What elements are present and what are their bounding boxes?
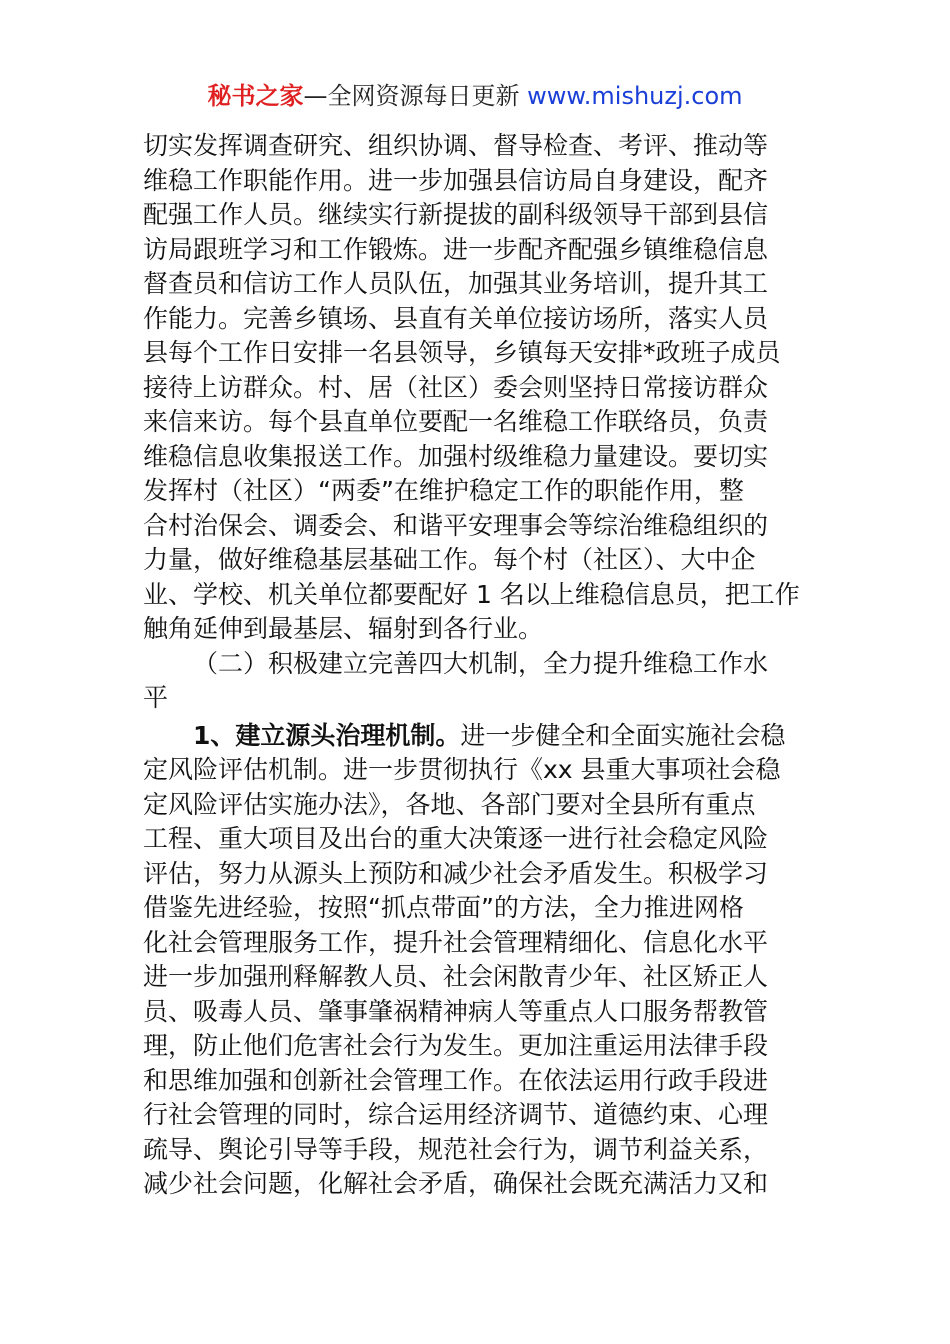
document-body <box>143 129 808 1202</box>
text-line: 接待上访群众。村、居（社区）委会则坚持日常接访群众 <box>143 372 769 402</box>
text-line: 来信来访。每个县直单位要配一名维稳工作联络员，负责 <box>143 407 769 436</box>
site-tagline: —全网资源每日更新 <box>303 82 528 110</box>
text-line: 理，防止他们危害社会行为发生。更加注重运用法律手段 <box>143 1031 769 1060</box>
text-line: 维稳信息收集报送工作。加强村级维稳力量建设。要切实 <box>143 441 769 471</box>
text-line: 配强工作人员。继续实行新提拔的副科级领导干部到县信 <box>143 200 769 229</box>
text-line: 力量，做好维稳基层基础工作。每个村（社区）、大中企 <box>143 545 756 574</box>
text-line: 员、吸毒人员、肇事肇祸精神病人等重点人口服务帮教管 <box>143 996 769 1026</box>
text-line: 和思维加强和创新社会管理工作。在依法运用行政手段进 <box>143 1065 769 1095</box>
text-line: 合村治保会、调委会、和谐平安理事会等综治维稳组织的 <box>143 510 769 540</box>
site-url-link[interactable]: www.mishuzj.com <box>527 82 743 110</box>
site-brand: 秘书之家 <box>207 82 304 110</box>
text-line: 维稳工作职能作用。进一步加强县信访局自身建设，配齐 <box>143 165 769 195</box>
text-line: 进一步加强刑释解教人员、社会闲散青少年、社区矫正人 <box>143 962 769 991</box>
text-line: 疏导、舆论引导等手段，规范社会行为，调节利益关系， <box>143 1134 769 1164</box>
text-line: 工程、重大项目及出台的重大决策逐一进行社会稳定风险 <box>143 824 769 853</box>
section-heading-line: （二）积极建立完善四大机制，全力提升维稳工作水 <box>193 648 769 678</box>
text-line: 评估，努力从源头上预防和减少社会矛盾发生。积极学习 <box>143 858 769 888</box>
text-line <box>143 719 808 754</box>
text-line: 县每个工作日安排一名县领导，乡镇每天安排*政班子成员 <box>143 338 781 367</box>
text-line: 定风险评估实施办法》，各地、各部门要对全县所有重点 <box>143 789 756 819</box>
text-line: 作能力。完善乡镇场、县直有关单位接访场所，落实人员 <box>143 303 769 333</box>
text-line: 切实发挥调查研究、组织协调、督导检查、考评、推动等 <box>143 131 769 160</box>
text-line: 借鉴先进经验，按照“抓点带面”的方法，全力推进网格 <box>143 893 744 922</box>
subheading-bold: 1、建立源头治理机制。 <box>193 720 461 750</box>
site-header <box>0 80 950 112</box>
text-line: 访局跟班学习和工作锻炼。进一步配齐配强乡镇维稳信息 <box>143 234 769 264</box>
section-heading-line: 平 <box>143 683 169 712</box>
text-line: 减少社会问题，化解社会矛盾，确保社会既充满活力又和 <box>143 1169 769 1198</box>
text-line: 行社会管理的同时，综合运用经济调节、道德约束、心理 <box>143 1100 769 1129</box>
text-line: 督查员和信访工作人员队伍，加强其业务培训，提升其工 <box>143 269 769 298</box>
text-line: 业、学校、机关单位都要配好 1 名以上维稳信息员，把工作 <box>143 579 800 609</box>
paragraph-2 <box>143 719 808 1202</box>
text-line: 定风险评估机制。进一步贯彻执行《xx 县重大事项社会稳 <box>143 755 781 784</box>
text-run: 进一步健全和全面实施社会稳 <box>460 720 786 750</box>
paragraph-1 <box>143 129 808 647</box>
text-line: 化社会管理服务工作，提升社会管理精细化、信息化水平 <box>143 927 769 957</box>
text-line: 触角延伸到最基层、辐射到各行业。 <box>143 614 544 643</box>
text-line: 发挥村（社区）“两委”在维护稳定工作的职能作用，整 <box>143 476 744 505</box>
section-heading <box>143 647 808 716</box>
